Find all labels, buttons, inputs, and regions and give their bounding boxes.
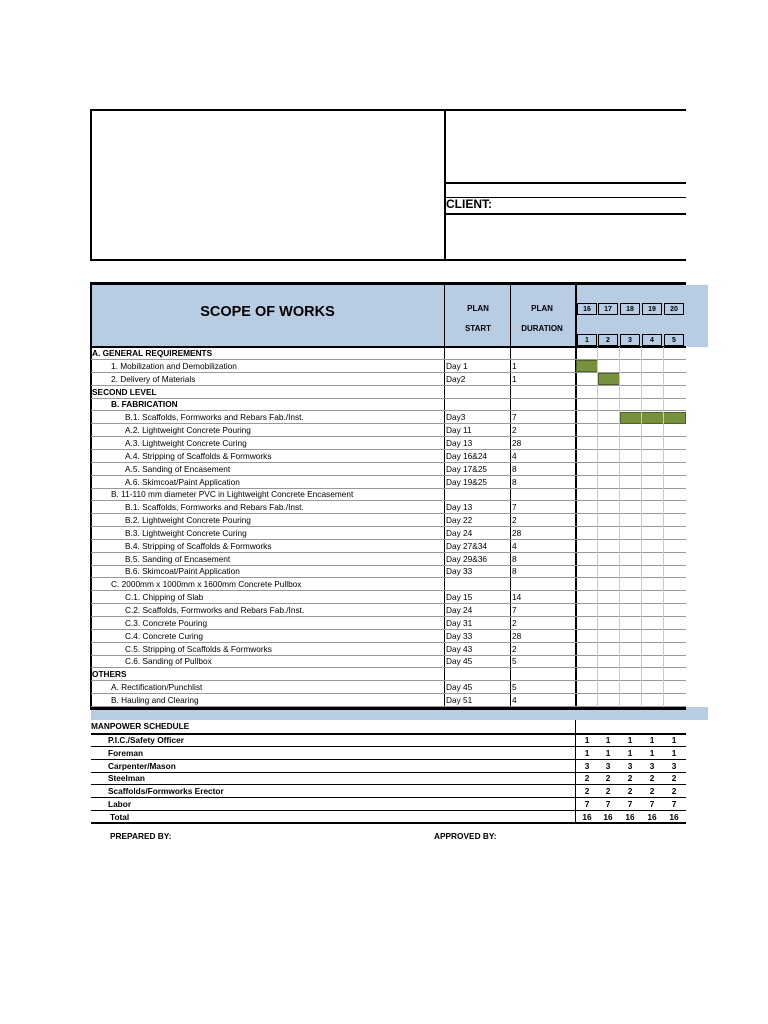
- plan-duration-header-1: PLAN: [531, 304, 553, 313]
- task-label: A.5. Sanding of Encasement: [125, 463, 231, 474]
- client-label: CLIENT:: [446, 197, 492, 211]
- task-label: B.4. Stripping of Scaffolds & Formworks: [125, 540, 272, 551]
- manpower-divider: [575, 720, 576, 822]
- plan-duration-cell: 2: [512, 643, 517, 654]
- plan-duration-cell: 8: [512, 463, 517, 474]
- week-cell: 3: [620, 334, 640, 346]
- manpower-value: 1: [649, 735, 655, 745]
- task-label: A. Rectification/Punchlist: [111, 682, 203, 693]
- task-label: B.5. Sanding of Encasement: [125, 553, 231, 564]
- plan-start-cell: Day 51: [446, 694, 473, 705]
- plan-duration-cell: 28: [512, 437, 522, 448]
- manpower-value: 2: [605, 773, 611, 784]
- day-cell: 20: [664, 303, 684, 315]
- manpower-value: 16: [669, 811, 679, 822]
- plan-duration-cell: 2: [512, 617, 517, 628]
- manpower-value: 7: [627, 799, 633, 809]
- day-cell: 18: [620, 303, 640, 315]
- task-label: B.3. Lightweight Concrete Curing: [125, 527, 247, 538]
- plan-start-cell: Day 43: [446, 643, 473, 654]
- manpower-value: 1: [671, 747, 677, 758]
- plan-start-cell: Day 1: [446, 360, 468, 371]
- plan-duration-cell: 4: [512, 540, 517, 551]
- manpower-value: 3: [671, 760, 677, 771]
- manpower-label: Foreman: [108, 747, 144, 758]
- plan-duration-cell: 1: [512, 360, 517, 371]
- plan-start-cell: Day 13: [446, 437, 473, 448]
- plan-start-cell: Day 24: [446, 605, 473, 615]
- task-label: C.6. Sanding of Pullbox: [125, 656, 212, 667]
- plan-start-cell: Day 27&34: [446, 540, 488, 551]
- manpower-value: 2: [671, 786, 677, 797]
- plan-duration-cell: 8: [512, 553, 517, 564]
- task-label: B.1. Scaffolds, Formworks and Rebars Fab./Inst.: [125, 412, 304, 423]
- manpower-value: 2: [649, 773, 655, 784]
- plan-duration-cell: 7: [512, 412, 517, 423]
- task-label: B. FABRICATION: [111, 399, 178, 410]
- manpower-value: 1: [605, 747, 611, 758]
- plan-duration-cell: 4: [512, 450, 517, 461]
- week-cell: 1: [577, 334, 597, 346]
- gantt-bar: [576, 360, 598, 372]
- day-cell: 16: [577, 303, 597, 315]
- task-label: A.4. Stripping of Scaffolds & Formworks: [125, 450, 272, 461]
- manpower-value: 2: [584, 786, 590, 797]
- task-label: C.3. Concrete Pouring: [125, 617, 208, 628]
- manpower-value: 7: [605, 799, 611, 809]
- prepared-by-label: PREPARED BY:: [110, 831, 172, 841]
- plan-start-cell: Day 45: [446, 682, 473, 693]
- week-cell: 4: [642, 334, 662, 346]
- manpower-value: 16: [625, 811, 635, 822]
- manpower-label: P.I.C./Safety Officer: [108, 735, 184, 745]
- approved-by-label: APPROVED BY:: [434, 831, 497, 841]
- task-label: A. GENERAL REQUIREMENTS: [92, 348, 213, 358]
- manpower-value: 2: [627, 786, 633, 797]
- plan-duration-cell: 7: [512, 502, 517, 513]
- task-label: B. 11-110 mm diameter PVC in Lightweight Concrete Encasement: [111, 489, 354, 500]
- header-divider: [444, 109, 446, 261]
- plan-duration-cell: 5: [512, 682, 517, 693]
- task-label: B.2. Lightweight Concrete Pouring: [125, 515, 251, 526]
- gantt-bar: [620, 412, 686, 424]
- task-label: 1. Mobilization and Demobilization: [111, 360, 237, 371]
- plan-start-header-2: START: [464, 324, 492, 333]
- plan-start-header-1: PLAN: [467, 304, 489, 313]
- task-label: B.6. Skimcoat/Paint Application: [125, 566, 240, 577]
- task-label: C.5. Stripping of Scaffolds & Formworks: [125, 643, 272, 654]
- task-label: A.2. Lightweight Concrete Pouring: [125, 425, 251, 436]
- manpower-value: 2: [671, 773, 677, 784]
- manpower-label: Carpenter/Mason: [108, 760, 176, 771]
- timeline-gridline: [641, 347, 642, 707]
- plan-start-cell: Day 31: [446, 617, 473, 628]
- manpower-value: 16: [647, 811, 657, 822]
- manpower-value: 3: [584, 760, 590, 771]
- manpower-value: 2: [605, 786, 611, 797]
- manpower-value: 7: [584, 799, 590, 809]
- task-label: C.4. Concrete Curing: [125, 630, 203, 641]
- header-box: [90, 109, 686, 261]
- plan-start-cell: Day 16&24: [446, 450, 488, 461]
- manpower-value: 16: [582, 811, 592, 822]
- manpower-value: 1: [627, 735, 633, 745]
- manpower-value: 3: [605, 760, 611, 771]
- plan-start-cell: Day 19&25: [446, 476, 488, 487]
- task-label: A.6. Skimcoat/Paint Application: [125, 476, 240, 487]
- timeline-gridline: [597, 347, 598, 707]
- manpower-value: 2: [627, 773, 633, 784]
- plan-duration-header-2: DURATION: [521, 324, 563, 333]
- plan-start-cell: Day 24: [446, 527, 473, 538]
- plan-duration-cell: 8: [512, 476, 517, 487]
- task-label: OTHERS: [92, 669, 127, 680]
- table-bottom-fill: [686, 707, 708, 720]
- task-label: C.2. Scaffolds, Formworks and Rebars Fab./Inst.: [125, 605, 305, 615]
- manpower-value: 2: [584, 773, 590, 784]
- plan-duration-cell: 1: [512, 373, 517, 384]
- plan-duration-cell: 2: [512, 425, 517, 436]
- timeline-gridline: [619, 347, 620, 707]
- plan-start-cell: Day 17&25: [446, 463, 488, 474]
- task-label: 2. Delivery of Materials: [111, 373, 196, 384]
- gantt-bar: [598, 373, 620, 385]
- table-bottom-fill: [91, 710, 686, 720]
- manpower-value: 1: [671, 735, 677, 745]
- plan-start-cell: Day 33: [446, 630, 473, 641]
- manpower-label: Steelman: [108, 773, 145, 784]
- plan-duration-cell: 4: [512, 694, 517, 705]
- manpower-value: 1: [584, 735, 590, 745]
- manpower-value: 3: [649, 760, 655, 771]
- plan-start-cell: Day 15: [446, 592, 473, 603]
- manpower-value: 3: [627, 760, 633, 771]
- plan-duration-cell: 7: [512, 605, 517, 615]
- plan-duration-cell: 8: [512, 566, 517, 577]
- manpower-label: Total: [110, 811, 130, 822]
- plan-duration-cell: 14: [512, 592, 522, 603]
- scope-of-works-title: SCOPE OF WORKS: [200, 304, 335, 320]
- plan-start-cell: Day 22: [446, 515, 473, 526]
- manpower-value: 1: [649, 747, 655, 758]
- plan-start-cell: Day2: [446, 373, 466, 384]
- task-label: A.3. Lightweight Concrete Curing: [125, 437, 247, 448]
- week-cell: 2: [598, 334, 618, 346]
- manpower-label: Scaffolds/Formworks Erector: [108, 786, 224, 797]
- manpower-value: 1: [627, 747, 633, 758]
- plan-duration-cell: 28: [512, 527, 522, 538]
- plan-start-cell: Day 13: [446, 502, 473, 513]
- manpower-value: 7: [671, 799, 677, 809]
- plan-start-cell: Day3: [446, 412, 466, 423]
- manpower-bottom-rule: [91, 822, 686, 824]
- task-label: SECOND LEVEL: [92, 386, 157, 397]
- task-label: C. 2000mm x 1000mm x 1600mm Concrete Pullbox: [111, 579, 302, 590]
- header-rule: [444, 213, 686, 215]
- plan-start-cell: Day 11: [446, 425, 472, 436]
- manpower-title: MANPOWER SCHEDULE: [91, 721, 190, 731]
- day-cell: 19: [642, 303, 662, 315]
- plan-start-cell: Day 29&36: [446, 553, 488, 564]
- day-cell: 17: [598, 303, 618, 315]
- plan-duration-cell: 5: [512, 656, 517, 667]
- header-rule: [444, 182, 686, 184]
- manpower-label: Labor: [108, 799, 132, 809]
- task-label: C.1. Chipping of Slab: [125, 592, 204, 603]
- week-cell: 5: [664, 334, 684, 346]
- manpower-value: 1: [605, 735, 611, 745]
- timeline-gridline: [663, 347, 664, 707]
- plan-start-cell: Day 45: [446, 656, 473, 667]
- manpower-value: 16: [603, 811, 613, 822]
- manpower-value: 2: [649, 786, 655, 797]
- task-label: B.1. Scaffolds, Formworks and Rebars Fab./Inst.: [125, 502, 304, 513]
- manpower-value: 1: [584, 747, 590, 758]
- plan-duration-cell: 28: [512, 630, 522, 641]
- plan-duration-cell: 2: [512, 515, 517, 526]
- manpower-value: 7: [649, 799, 655, 809]
- plan-start-cell: Day 33: [446, 566, 473, 577]
- task-label: B. Hauling and Clearing: [111, 694, 199, 705]
